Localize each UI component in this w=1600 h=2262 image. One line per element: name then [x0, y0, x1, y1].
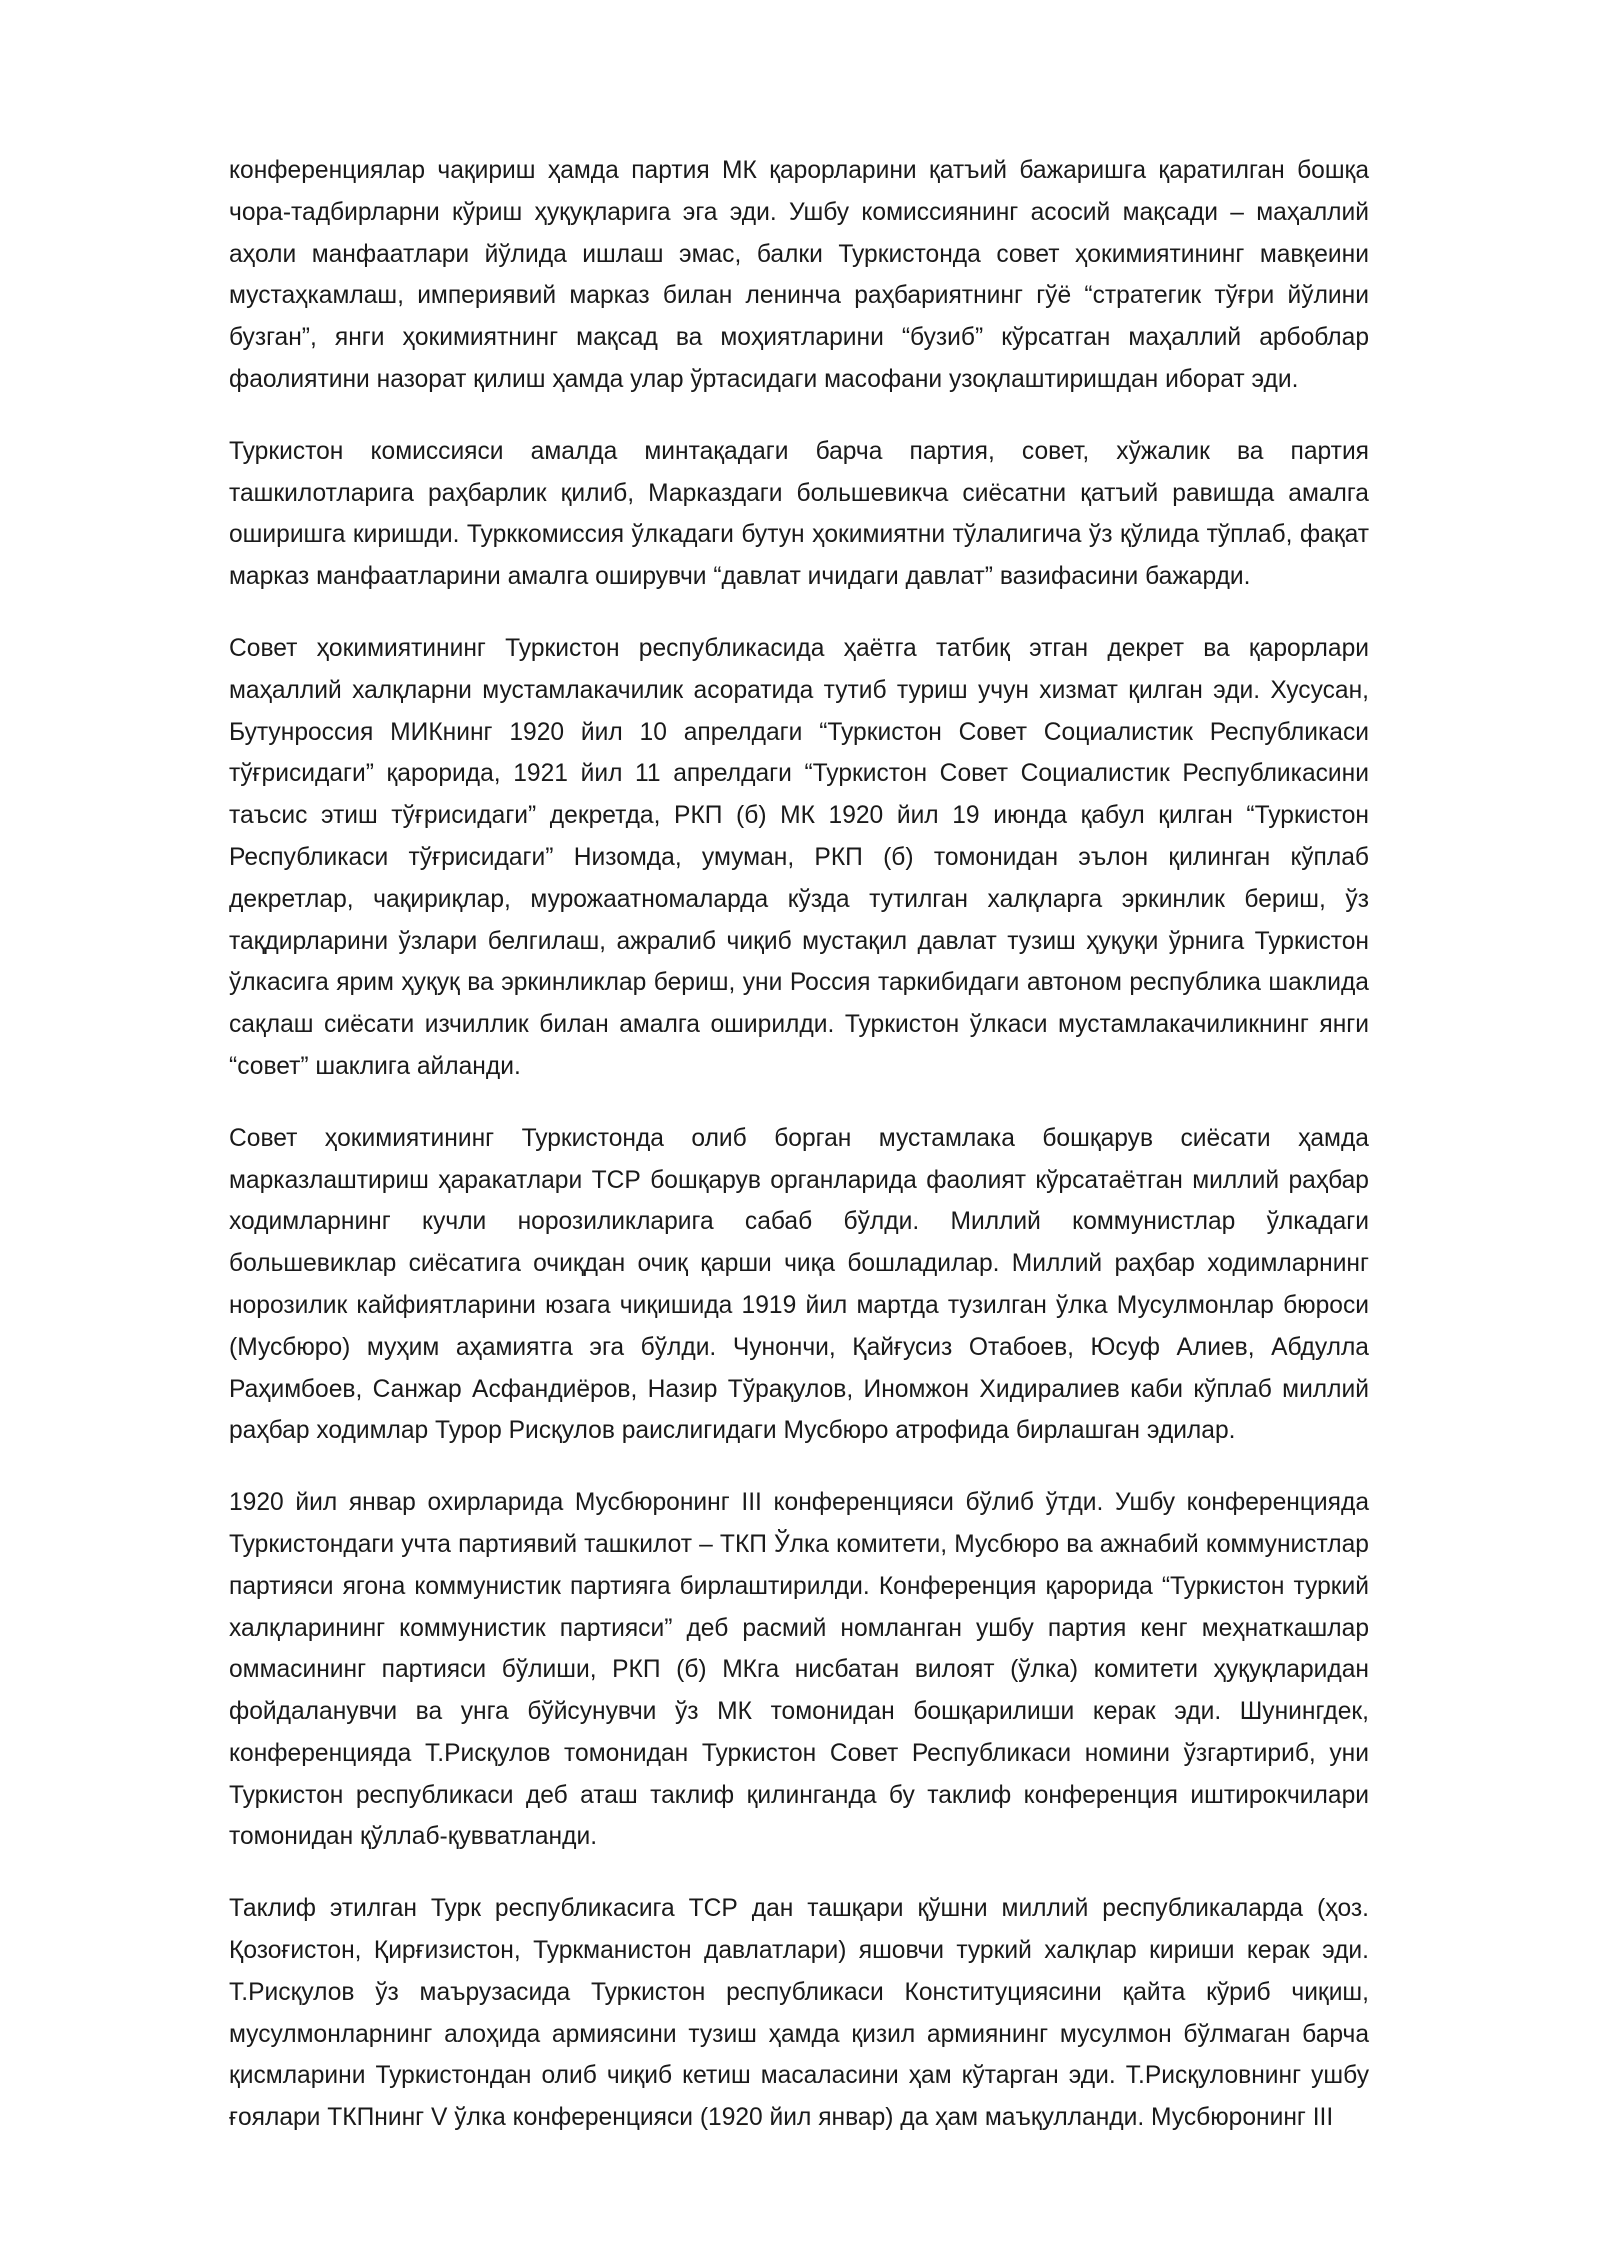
paragraph: Совет ҳокимиятининг Туркистонда олиб борган мустамлака бошқарув сиёсати ҳамда марказлаштириш ҳаракатлари ТСР бошқарув органларида фаолият кўрсатаётган миллий раҳбар ходимларнинг кучли норозиликларига сабаб бўлди. Миллий коммунистлар ўлкадаги большевиклар сиёсатига очиқдан очиқ қарши чиқа бошладилар. Миллий раҳбар ходимларнинг норозилик кайфиятларини юзага чиқишида 1919 йил мартда тузилган ўлка Мусулмонлар бюроси (Мусбюро) муҳим аҳамиятга эга бўлди. Чунончи, Қайғусиз Отабоев, Юсуф Алиев, Абдулла Раҳимбоев, Санжар Асфандиёров, Назир Тўрақулов, Иномжон Хидиралиев каби кўплаб миллий раҳбар ходимлар Турор Рисқулов раислигидаги Мусбюро атрофида бирлашган эдилар. [229, 1124, 1369, 1445]
paragraph: конференциялар чақириш ҳамда партия МК қарорларини қатъий бажаришга қаратилган бошқа чора-тадбирларни кўриш ҳуқуқларига эга эди. Ушбу комиссиянинг асосий мақсади – маҳаллий аҳоли манфаатлари йўлида ишлаш эмас, балки Туркистонда совет ҳокимиятининг мавқеини мустаҳкамлаш, империявий марказ билан ленинча раҳбариятнинг гўё “стратегик тўғри йўлини бузган”, янги ҳокимиятнинг мақсад ва моҳиятларини “бузиб” кўрсатган маҳаллий арбоблар фаолиятини назорат қилиш ҳамда улар ўртасидаги масофани узоқлаштиришдан иборат эди. [229, 157, 1369, 393]
paragraph: Туркистон комиссияси амалда минтақадаги барча партия, совет, хўжалик ва партия ташкилотларига раҳбарлик қилиб, Марказдаги большевикча сиёсатни қатъий равишда амалга оширишга киришди. Турккомиссия ўлкадаги бутун ҳокимиятни тўлалигича ўз қўлида тўплаб, фақат марказ манфаатларини амалга оширувчи “давлат ичидаги давлат” вазифасини бажарди. [229, 437, 1369, 591]
document-body [229, 150, 1369, 2169]
paragraph: Совет ҳокимиятининг Туркистон республикасида ҳаётга татбиқ этган декрет ва қарорлари маҳаллий халқларни мустамлакачилик асоратида тутиб туриш учун хизмат қилган эди. Хусусан, Бутунроссия МИКнинг 1920 йил 10 апрелдаги “Туркистон Совет Социалистик Республикаси тўғрисидаги” қарорида, 1921 йил 11 апрелдаги “Туркистон Совет Социалистик Республикасини таъсис этиш тўғрисидаги” декретда, РКП (б) МК 1920 йил 19 июнда қабул қилган “Туркистон Республикаси тўғрисидаги” Низомда, умуман, РКП (б) томонидан эълон қилинган кўплаб декретлар, чақириқлар, мурожаатномаларда кўзда тутилган халқларга эркинлик бериш, ўз тақдирларини ўзлари белгилаш, ажралиб чиқиб мустақил давлат тузиш ҳуқуқи ўрнига Туркистон ўлкасига ярим ҳуқуқ ва эркинликлар бериш, уни Россия таркибидаги автоном республика шаклида сақлаш сиёсати изчиллик билан амалга оширилди. Туркистон ўлкаси мустамлакачиликнинг янги “совет” шаклига айланди. [229, 634, 1369, 1080]
paragraph: 1920 йил январ охирларида Мусбюронинг III конференцияси бўлиб ўтди. Ушбу конференцияда Туркистондаги учта партиявий ташкилот – ТКП Ўлка комитети, Мусбюро ва ажнабий коммунистлар партияси ягона коммунистик партияга бирлаштирилди. Конференция қарорида “Туркистон туркий халқларининг коммунистик партияси” деб расмий номланган ушбу партия кенг меҳнаткашлар оммасининг партияси бўлиши, РКП (б) МКга нисбатан вилоят (ўлка) комитети ҳуқуқларидан фойдаланувчи ва унга бўйсунувчи ўз МК томонидан бошқарилиши керак эди. Шунингдек, конференцияда Т.Рисқулов томонидан Туркистон Совет Республикаси номини ўзгартириб, уни Туркистон республикаси деб аташ таклиф қилинганда бу таклиф конференция иштирокчилари томонидан қўллаб-қувватланди. [229, 1489, 1369, 1851]
paragraph: Таклиф этилган Турк республикасига ТСР дан ташқари қўшни миллий республикаларда (ҳоз. Қозоғистон, Қирғизистон, Туркманистон давлатлари) яшовчи туркий халқлар кириши керак эди. Т.Рисқулов ўз маърузасида Туркистон республикаси Конституциясини қайта кўриб чиқиш, мусулмонларнинг алоҳида армиясини тузиш ҳамда қизил армиянинг мусулмон бўлмаган барча қисмларини Туркистондан олиб чиқиб кетиш масаласини ҳам кўтарган эди. Т.Рисқуловнинг ушбу ғоялари ТКПнинг V ўлка конференцияси (1920 йил январ) да ҳам маъқулланди. Мусбюронинг III [229, 1895, 1369, 2132]
